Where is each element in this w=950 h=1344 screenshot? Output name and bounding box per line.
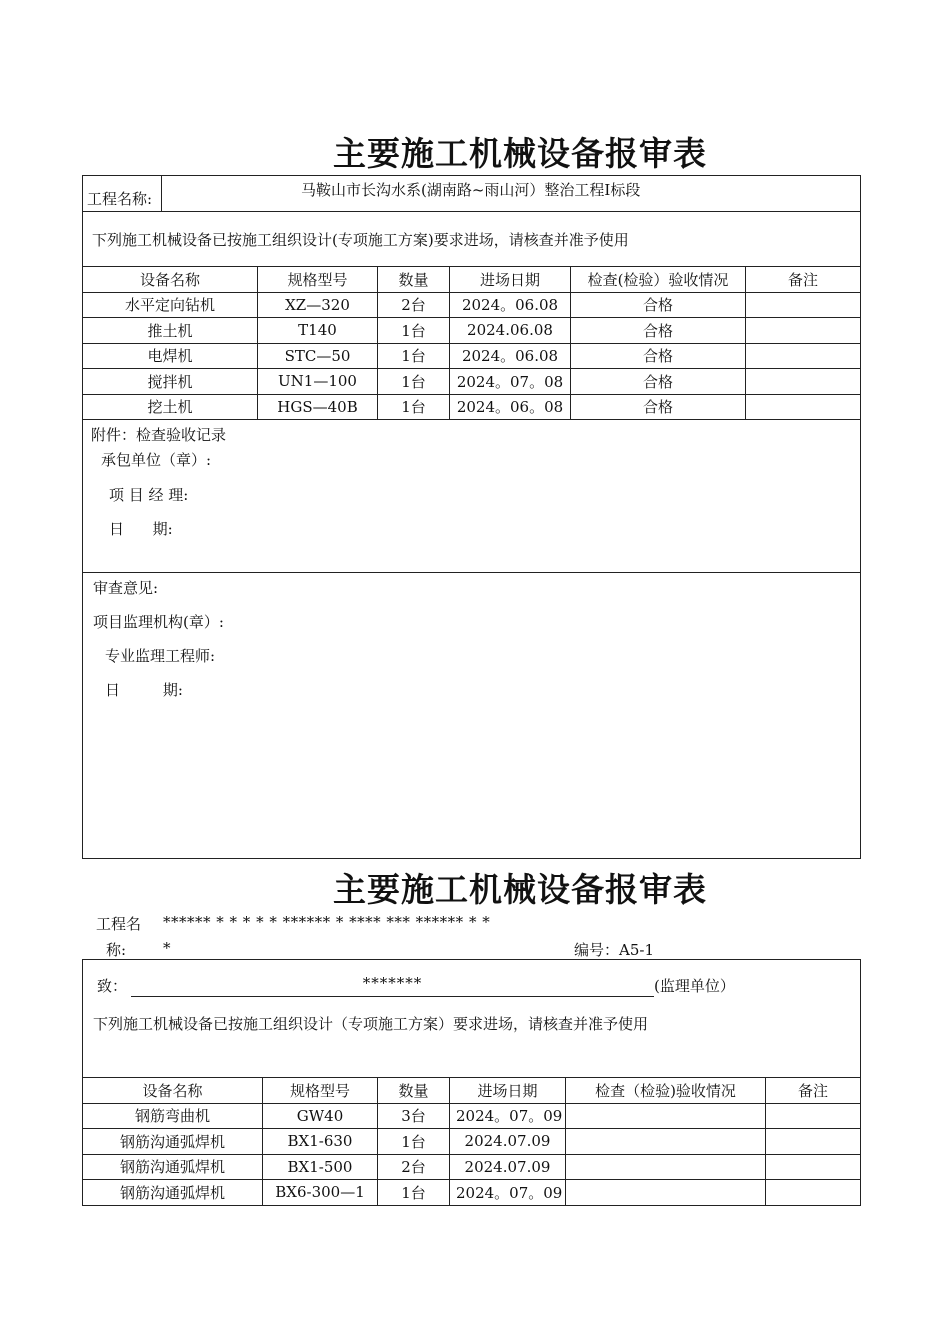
cell-inspection: 合格 bbox=[571, 394, 746, 420]
cell-quantity: 1台 bbox=[378, 369, 450, 395]
cell-quantity: 1台 bbox=[378, 318, 450, 344]
cell-quantity: 2台 bbox=[378, 1154, 450, 1180]
col-header-quantity: 数量 bbox=[378, 1078, 450, 1104]
cell-equipment: 钢筋沟通弧焊机 bbox=[83, 1180, 263, 1206]
to-label: 致： bbox=[97, 977, 128, 995]
cell-equipment: 电焊机 bbox=[83, 343, 258, 369]
date-label: 日 期: bbox=[109, 520, 173, 538]
cell-quantity: 1台 bbox=[378, 394, 450, 420]
col-header-equipment: 设备名称 bbox=[83, 1078, 263, 1104]
cell-remarks bbox=[746, 292, 861, 318]
cell-remarks bbox=[766, 1129, 861, 1155]
cell-remarks bbox=[746, 318, 861, 344]
cell-model: STC—50 bbox=[258, 343, 378, 369]
to-suffix: (监理单位） bbox=[654, 977, 735, 995]
form1-title: 主要施工机械设备报审表 bbox=[333, 134, 707, 173]
form2-addressee-row bbox=[83, 960, 861, 1078]
cell-remarks bbox=[746, 394, 861, 420]
form2-intro-text: 下列施工机械设备已按施工组织设计（专项施工方案）要求进场，请核查并准予使用 bbox=[93, 1015, 649, 1033]
project-manager-label: 项 目 经 理: bbox=[109, 486, 189, 504]
cell-inspection: 合格 bbox=[571, 292, 746, 318]
form2-project-value-1: ****** * * * * * ****** * **** *** ****** * * bbox=[163, 913, 491, 931]
cell-quantity: 1台 bbox=[378, 1129, 450, 1155]
table-row bbox=[83, 318, 861, 344]
cell-remarks bbox=[766, 1103, 861, 1129]
table-row bbox=[83, 369, 861, 395]
form2-project-label-1: 工程名 bbox=[96, 915, 142, 933]
cell-inspection: 合格 bbox=[571, 343, 746, 369]
cell-remarks bbox=[766, 1180, 861, 1206]
cell-remarks bbox=[766, 1154, 861, 1180]
cell-inspection: 合格 bbox=[571, 369, 746, 395]
form1-project-label: 工程名称: bbox=[87, 190, 153, 208]
col-header-model: 规格型号 bbox=[258, 267, 378, 293]
col-header-inspection: 检查（检验)验收情况 bbox=[566, 1078, 766, 1104]
cell-model: XZ—320 bbox=[258, 292, 378, 318]
cell-model: BX6-300—1 bbox=[263, 1180, 378, 1206]
cell-quantity: 2台 bbox=[378, 292, 450, 318]
cell-equipment: 推土机 bbox=[83, 318, 258, 344]
table-row bbox=[83, 1129, 861, 1155]
cell-equipment: 钢筋沟通弧焊机 bbox=[83, 1129, 263, 1155]
cell-date: 2024。07。09 bbox=[450, 1180, 566, 1206]
supervision-engineer-label: 专业监理工程师: bbox=[105, 647, 216, 665]
form1-intro-row bbox=[83, 212, 861, 267]
form2-header-row bbox=[83, 1078, 861, 1104]
col-header-model: 规格型号 bbox=[263, 1078, 378, 1104]
cell-inspection bbox=[566, 1129, 766, 1155]
cell-model: HGS—40B bbox=[258, 394, 378, 420]
form1-header-row bbox=[83, 267, 861, 293]
form2-project-value-2: * bbox=[163, 939, 171, 957]
cell-date: 2024。06.08 bbox=[450, 343, 571, 369]
cell-inspection bbox=[566, 1154, 766, 1180]
form1-review-row bbox=[83, 573, 861, 859]
form2-title: 主要施工机械设备报审表 bbox=[333, 870, 707, 909]
col-header-entry-date: 进场日期 bbox=[450, 1078, 566, 1104]
supervision-org-label: 项目监理机构(章）: bbox=[93, 613, 224, 631]
form2-number: 编号：A5-1 bbox=[574, 941, 654, 959]
to-value: ******* bbox=[362, 974, 423, 992]
cell-date: 2024。07。08 bbox=[450, 369, 571, 395]
cell-equipment: 搅拌机 bbox=[83, 369, 258, 395]
table-row bbox=[83, 1103, 861, 1129]
col-header-quantity: 数量 bbox=[378, 267, 450, 293]
cell-date: 2024.06.08 bbox=[450, 318, 571, 344]
cell-date: 2024.07.09 bbox=[450, 1129, 566, 1155]
cell-equipment: 水平定向钻机 bbox=[83, 292, 258, 318]
cell-inspection bbox=[566, 1180, 766, 1206]
cell-model: GW40 bbox=[263, 1103, 378, 1129]
table-row bbox=[83, 292, 861, 318]
form2-project-label-2: 称: bbox=[106, 941, 127, 959]
form1-intro-text: 下列施工机械设备已按施工组织设计(专项施工方案)要求进场，请核查并准予使用 bbox=[92, 230, 629, 249]
cell-model: UN1—100 bbox=[258, 369, 378, 395]
col-header-equipment: 设备名称 bbox=[83, 267, 258, 293]
cell-quantity: 1台 bbox=[378, 343, 450, 369]
cell-model: BX1-500 bbox=[263, 1154, 378, 1180]
table-row bbox=[83, 1180, 861, 1206]
form1-project-row bbox=[83, 176, 861, 212]
col-header-remarks: 备注 bbox=[766, 1078, 861, 1104]
review-date-label: 日 期: bbox=[105, 681, 183, 699]
cell-equipment: 挖土机 bbox=[83, 394, 258, 420]
cell-date: 2024。06.08 bbox=[450, 292, 571, 318]
cell-equipment: 钢筋沟通弧焊机 bbox=[83, 1154, 263, 1180]
cell-inspection: 合格 bbox=[571, 318, 746, 344]
cell-equipment: 钢筋弯曲机 bbox=[83, 1103, 263, 1129]
table-row bbox=[83, 343, 861, 369]
cell-date: 2024。07。09 bbox=[450, 1103, 566, 1129]
form1-attachment-row bbox=[83, 420, 861, 573]
cell-model: T140 bbox=[258, 318, 378, 344]
form2-table bbox=[82, 959, 861, 1206]
cell-quantity: 3台 bbox=[378, 1103, 450, 1129]
cell-inspection bbox=[566, 1103, 766, 1129]
cell-remarks bbox=[746, 369, 861, 395]
col-header-inspection: 检查(检验）验收情况 bbox=[571, 267, 746, 293]
review-opinion-label: 审查意见: bbox=[93, 579, 159, 597]
cell-quantity: 1台 bbox=[378, 1180, 450, 1206]
cell-model: BX1-630 bbox=[263, 1129, 378, 1155]
form1-table bbox=[82, 175, 861, 859]
table-row bbox=[83, 394, 861, 420]
cell-remarks bbox=[746, 343, 861, 369]
cell-date: 2024.07.09 bbox=[450, 1154, 566, 1180]
attachment-label: 附件：检查验收记录 bbox=[91, 426, 227, 444]
col-header-remarks: 备注 bbox=[746, 267, 861, 293]
col-header-entry-date: 进场日期 bbox=[450, 267, 571, 293]
cell-date: 2024。06。08 bbox=[450, 394, 571, 420]
table-row bbox=[83, 1154, 861, 1180]
contractor-seal-label: 承包单位（章）: bbox=[101, 451, 212, 469]
form1-project-name: 马鞍山市长沟水系(湖南路~雨山河）整治工程Ⅰ标段 bbox=[301, 181, 641, 199]
